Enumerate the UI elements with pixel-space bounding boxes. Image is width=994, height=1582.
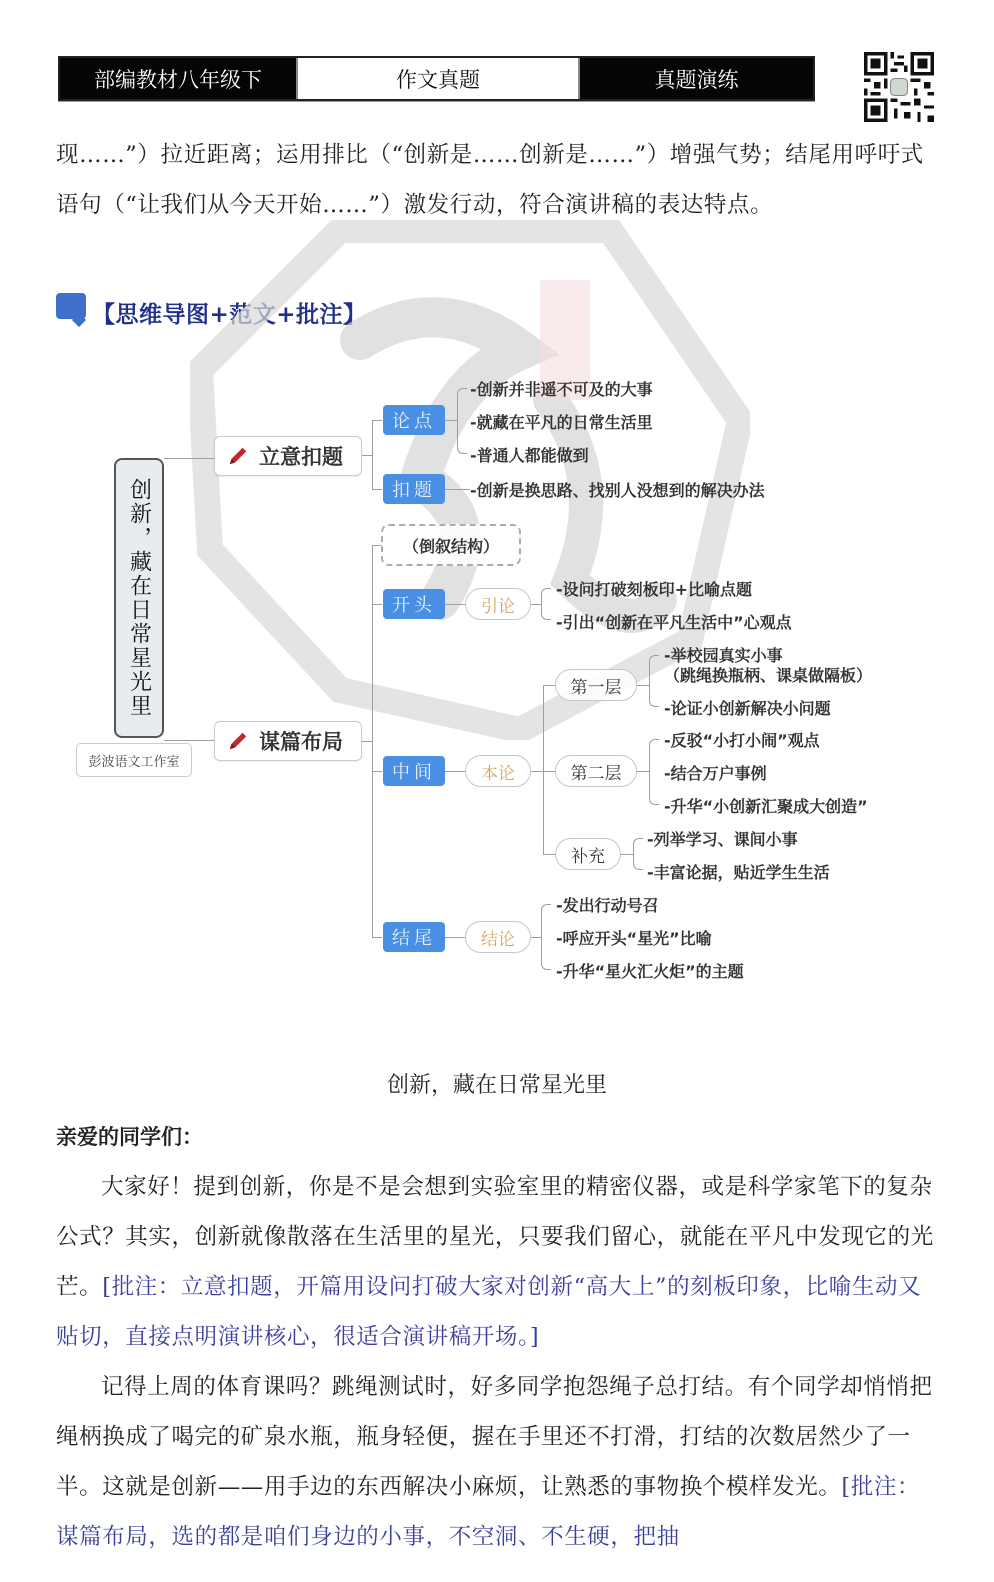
header-grade-label: 部编教材八年级下 xyxy=(60,58,296,99)
connector-line xyxy=(543,771,555,772)
header-bar xyxy=(58,56,815,101)
header-practice-label: 真题演练 xyxy=(580,58,813,99)
branch-theme-node xyxy=(214,436,362,476)
connector-line xyxy=(531,937,541,938)
mindmap-caption: 创新，藏在日常星光里 xyxy=(386,1073,607,1098)
leaf-text: -普通人都能做到 xyxy=(470,446,589,465)
connector-line xyxy=(372,420,373,490)
connector-line xyxy=(445,937,465,938)
leaf-text: -创新是换思路、找别人没想到的解决办法 xyxy=(470,481,765,500)
leaf-text: -创新并非遥不可及的大事 xyxy=(470,380,653,399)
leaf-text: -引出“创新在平凡生活中”心观点 xyxy=(556,613,792,632)
node-supplement: 补充 xyxy=(555,838,621,870)
leaf-text: -反驳“小打小闹”观点 xyxy=(664,731,820,750)
annotation-text: [批注：立意扣题，开篇用设问打破大家对创新“高大上”的刻板印象，比喻生动又贴切，直接点明演讲核心，很适合演讲稿开场。] xyxy=(56,1274,922,1350)
paragraph-text: 记得上周的体育课吗？跳绳测试时，好多同学抱怨绳子总打结。有个同学却悄悄把绳柄换成了喝完的矿泉水瓶，瓶身轻便，握在手里还不打滑，打结的次数居然少了一半。这就是创新——用手边的东西解决小麻烦，让熟悉的事物换个模样发光。 xyxy=(56,1374,933,1500)
connector-line xyxy=(362,455,372,456)
leaf-text: -就藏在平凡的日常生活里 xyxy=(470,413,653,432)
pencil-icon xyxy=(227,445,249,467)
mindmap-root-text: 创新，藏在日常星光里 xyxy=(126,478,152,718)
node-introduction: 引论 xyxy=(465,588,531,620)
header-category-label: 作文真题 xyxy=(296,58,580,99)
connector-line xyxy=(372,771,382,772)
bracket xyxy=(541,588,551,620)
leaf-text: -丰富论据，贴近学生生活 xyxy=(647,863,830,882)
connector-line xyxy=(164,740,214,741)
connector-line xyxy=(445,420,457,421)
node-middle: 中间 xyxy=(383,756,445,786)
essay-greeting: 亲爱的同学们： xyxy=(56,1124,203,1149)
connector-line xyxy=(362,741,372,742)
connector-line xyxy=(372,489,382,490)
leaf-text: -设问打破刻板印+比喻点题 xyxy=(556,580,753,599)
studio-tag: 彭波语文工作室 xyxy=(76,743,192,777)
node-topic: 扣题 xyxy=(383,474,445,504)
connector-line xyxy=(543,685,555,686)
branch-structure-node xyxy=(214,721,362,761)
paragraph-text: 大家好！提到创新，你是不是会想到实验室里的精密仪器，或是科学家笔下的复杂公式？其实，创新就像散落在生活里的星光，只要我们留心，就能在平凡中发现它的光芒。 xyxy=(56,1174,934,1300)
bracket xyxy=(649,739,659,805)
annotation-text: [批注：谋篇布局，选的都是咱们身边的小事，不空洞、不生硬，把抽 xyxy=(56,1474,921,1550)
bracket xyxy=(649,655,659,707)
connector-line xyxy=(543,685,544,855)
pencil-icon xyxy=(227,730,249,752)
intro-paragraph: 现……”）拉近距离；运用排比（“创新是……创新是……”）增强气势；结尾用呼吁式语句（“让我们从今天开始……”）激发行动，符合演讲稿的表达特点。 xyxy=(56,142,924,218)
branch-theme-label: 立意扣题 xyxy=(259,445,343,469)
bracket xyxy=(633,838,643,870)
node-conclusion: 结论 xyxy=(465,921,531,953)
bracket xyxy=(457,388,467,454)
qr-code-icon[interactable] xyxy=(864,52,934,122)
bracket xyxy=(541,904,551,970)
connector-line xyxy=(531,771,543,772)
node-layer-two: 第二层 xyxy=(555,755,637,787)
comment-bubble-icon xyxy=(56,293,86,319)
connector-line xyxy=(637,771,649,772)
leaf-text: -论证小创新解决小问题 xyxy=(664,699,831,718)
connector-line xyxy=(372,420,382,421)
node-argument: 论点 xyxy=(383,405,445,435)
leaf-text: -呼应开头“星光”比喻 xyxy=(556,929,712,948)
section-heading-text: 【思维导图+范文+批注】 xyxy=(92,301,367,328)
node-main-body: 本论 xyxy=(465,755,531,787)
essay-paragraph xyxy=(56,1362,940,1562)
node-ending: 结尾 xyxy=(383,922,445,952)
leaf-text: -升华“小创新汇聚成大创造” xyxy=(664,797,868,816)
connector-line xyxy=(531,604,541,605)
connector-line xyxy=(445,771,465,772)
leaf-text: -结合万户事例 xyxy=(664,764,767,783)
leaf-text: -列举学习、课间小事 xyxy=(647,830,798,849)
connector-line xyxy=(621,854,633,855)
mindmap-root-node xyxy=(114,458,164,738)
connector-line xyxy=(372,604,382,605)
branch-structure-label: 谋篇布局 xyxy=(259,730,343,754)
connector-line xyxy=(445,489,470,490)
leaf-text: -发出行动号召 xyxy=(556,896,659,915)
leaf-text: -举校园真实小事 xyxy=(664,646,783,665)
connector-line xyxy=(372,937,382,938)
node-opening: 开头 xyxy=(383,589,445,619)
connector-line xyxy=(543,854,555,855)
essay-paragraph xyxy=(56,1162,940,1362)
structure-note-node: （倒叙结构） xyxy=(381,524,521,566)
connector-line xyxy=(164,458,214,459)
connector-line xyxy=(445,604,465,605)
connector-line xyxy=(637,685,649,686)
node-layer-one: 第一层 xyxy=(555,669,637,701)
leaf-text: （跳绳换瓶柄、课桌做隔板） xyxy=(664,666,873,685)
leaf-text: -升华“星火汇火炬”的主题 xyxy=(556,962,744,981)
